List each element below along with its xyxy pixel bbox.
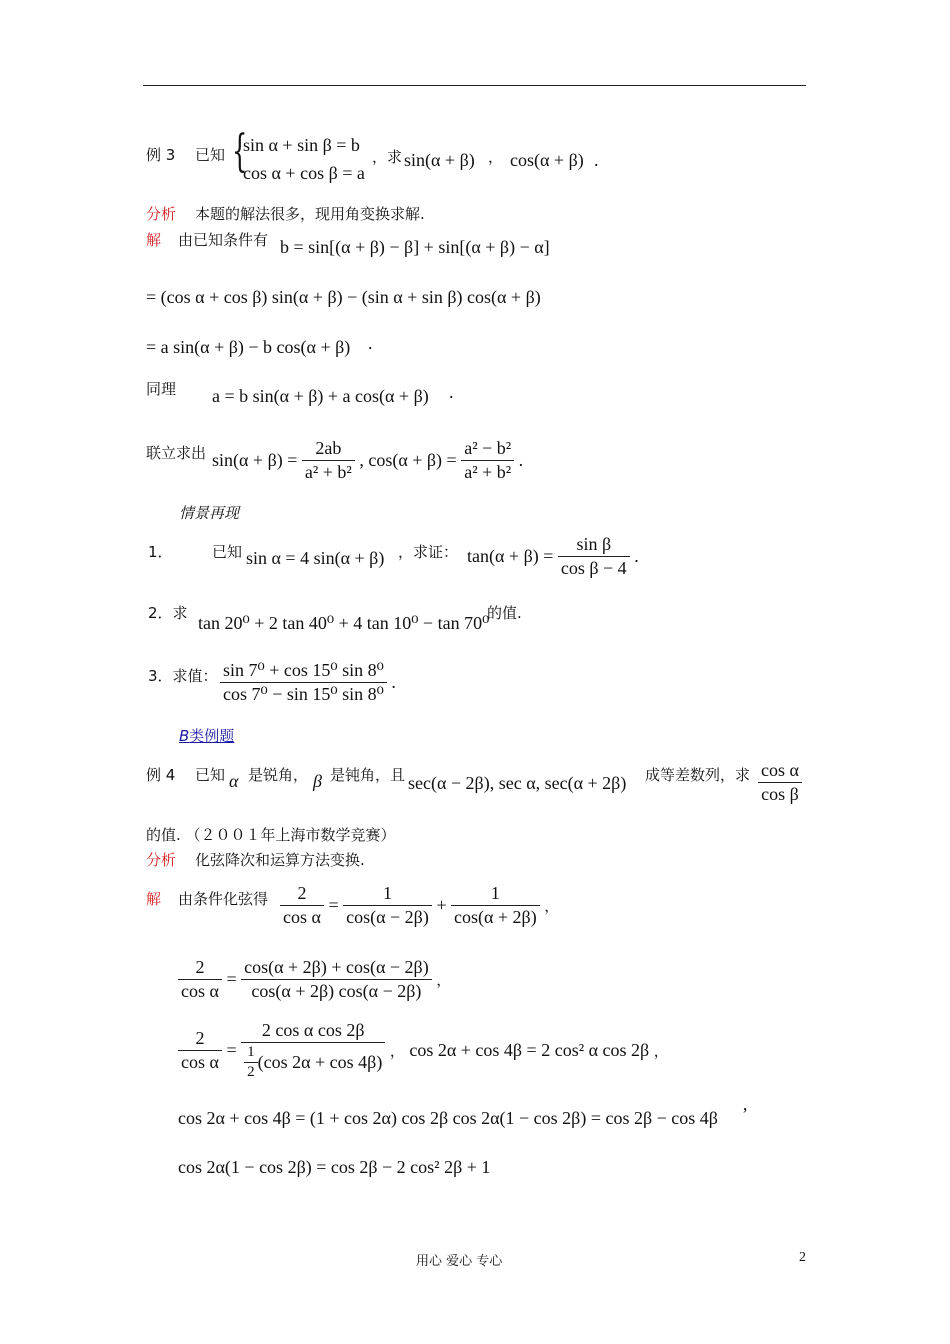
- example4-label: 例 4: [146, 766, 176, 784]
- result2-numerator: a² − b²: [464, 438, 512, 458]
- solution1-intro: 由已知条件有: [178, 231, 269, 249]
- equation1: [280, 883, 559, 928]
- eq1-frac2: [343, 883, 432, 928]
- eq1-end: ，: [544, 897, 560, 915]
- problem1-number: 1．: [148, 543, 173, 561]
- system-line1: sin α + sin β = b: [243, 135, 360, 155]
- eq3-half-num: 1: [247, 1044, 255, 1060]
- solution1-line3-end: .: [368, 333, 373, 353]
- result-end: .: [518, 450, 524, 470]
- problem1-given: 已知: [212, 543, 243, 561]
- example4-t2: 是钝角，且: [330, 766, 406, 784]
- problem3-denominator: cos 7⁰ − sin 15⁰ sin 8⁰: [220, 682, 387, 705]
- eq3-sep: ，: [389, 1042, 405, 1060]
- problem1-prove: ，求证：: [398, 543, 459, 561]
- example3-target2: cos(α + β): [510, 150, 584, 170]
- system-line2: cos α + cos β = a: [243, 163, 365, 183]
- equation4-end: ’: [742, 1104, 748, 1124]
- example3-ask: ，求: [372, 148, 403, 166]
- result1-numerator: 2ab: [315, 438, 342, 458]
- eq2-frac1-num: 2: [195, 957, 205, 977]
- problem1-identity: [467, 534, 639, 579]
- solution1-label: 解: [146, 231, 162, 249]
- eq1-frac1-den: cos α: [280, 905, 324, 928]
- eq2-frac1-den: cos α: [178, 979, 222, 1002]
- example3-label: 例 3: [146, 146, 176, 164]
- page-number: 2: [799, 1250, 806, 1265]
- analysis1-text: 本题的解法很多，现用角变换求解.: [195, 205, 425, 223]
- example4-sequence: sec(α − 2β), sec α, sec(α + 2β): [408, 773, 627, 793]
- eq1-frac2-num: 1: [382, 883, 392, 903]
- eq1-frac2-den: cos(α − 2β): [343, 905, 432, 928]
- example4-line2: 的值. （２００１年上海市数学竞赛）: [146, 826, 396, 844]
- problem1-numerator: sin β: [576, 534, 612, 554]
- problem1-end: .: [634, 546, 639, 566]
- analysis2-text: 化弦降次和运算方法变换.: [195, 851, 365, 869]
- solution1-line2: = (cos α + cos β) sin(α + β) − (sin α + sin β) cos(α + β): [146, 287, 541, 307]
- example4-fraction: [758, 760, 802, 805]
- footer-center: 用心 爱心 专心: [416, 1254, 503, 1269]
- eq3-rhs: cos 2α + cos 4β = 2 cos² α cos 2β: [409, 1040, 650, 1060]
- eq1-equals: =: [328, 895, 339, 915]
- eq3-den-rest: (cos 2α + cos 4β): [257, 1052, 383, 1072]
- problem3-numerator: sin 7⁰ + cos 15⁰ sin 8⁰: [223, 660, 384, 680]
- result1-lhs: sin(α + β) =: [212, 450, 298, 470]
- eq3-frac1-den: cos α: [178, 1050, 222, 1073]
- example3-given: 已知: [195, 146, 226, 164]
- analysis1-label: 分析: [146, 205, 177, 223]
- problem3-expr: [220, 660, 396, 705]
- b-examples-text: 类例题: [189, 727, 235, 745]
- result1-fraction: [302, 438, 355, 483]
- problem1-expr: sin α = 4 sin(α + β): [246, 548, 385, 568]
- problem3-label: 3．求值：: [148, 667, 218, 685]
- eq3-frac1: [178, 1028, 222, 1073]
- eq3-frac2-den: [241, 1042, 385, 1081]
- solution1-line4: a = b sin(α + β) + a cos(α + β): [212, 386, 429, 406]
- eq3-equals: =: [226, 1040, 237, 1060]
- problem3-fraction: [220, 660, 387, 705]
- example4-t3: 成等差数列，求: [645, 766, 751, 784]
- eq1-frac3-num: 1: [490, 883, 500, 903]
- result2-denominator: a² + b²: [461, 460, 514, 483]
- eq1-frac3: [451, 883, 540, 928]
- eq2-frac2-den: cos(α + 2β) cos(α − 2β): [241, 979, 432, 1002]
- eq1-plus: +: [436, 895, 447, 915]
- header-rule: [143, 85, 806, 86]
- eq3-frac2: [241, 1020, 385, 1081]
- problem1-fraction: [558, 534, 630, 579]
- problem2-expr: tan 20⁰ + 2 tan 40⁰ + 4 tan 10⁰ − tan 70⁰: [198, 613, 490, 633]
- eq3-half-den: 2: [244, 1062, 258, 1081]
- result2-lhs: , cos(α + β) =: [359, 450, 457, 470]
- eq3-end: ，: [653, 1042, 669, 1060]
- solution2-label: 解: [146, 890, 162, 908]
- example4-denominator: cos β: [758, 782, 802, 805]
- example4-quotient: [758, 760, 802, 805]
- result2-fraction: [461, 438, 514, 483]
- solution1-line3: = a sin(α + β) − b cos(α + β): [146, 337, 351, 357]
- problem3-end: .: [391, 672, 396, 692]
- example4-t1: 是锐角，: [248, 766, 309, 784]
- system-brace: {: [232, 126, 248, 177]
- problem2-end: 的值.: [487, 604, 522, 622]
- eq2-frac2: [241, 957, 432, 1002]
- eq2-frac2-num: cos(α + 2β) + cos(α − 2β): [244, 957, 429, 977]
- solve-label: 联立求出: [146, 444, 207, 462]
- b-examples-link[interactable]: [179, 725, 234, 746]
- eq1-frac3-den: cos(α + 2β): [451, 905, 540, 928]
- equation2: [178, 957, 451, 1002]
- eq2-equals: =: [226, 969, 237, 989]
- equation4: cos 2α + cos 4β = (1 + cos 2α) cos 2β cos 2α(1 − cos 2β) = cos 2β − cos 4β: [178, 1108, 718, 1128]
- eq2-end: ，: [436, 971, 452, 989]
- solution2-intro: 由条件化弦得: [178, 890, 269, 908]
- b-examples-letter: B: [179, 727, 190, 745]
- eq3-frac2-num: 2 cos α cos 2β: [261, 1020, 365, 1040]
- problem1-denominator: cos β − 4: [558, 556, 630, 579]
- solution1-line4-end: .: [449, 382, 454, 402]
- example4-numerator: cos α: [761, 760, 799, 780]
- example4-beta: β: [313, 771, 322, 791]
- eq2-frac1: [178, 957, 222, 1002]
- equation5: cos 2α(1 − cos 2β) = cos 2β − 2 cos² 2β + 1: [178, 1157, 491, 1177]
- example3-end: .: [594, 150, 599, 170]
- result-line: [212, 438, 523, 483]
- eq1-frac1-num: 2: [297, 883, 307, 903]
- equation3: [178, 1020, 669, 1081]
- same-label: 同理: [146, 380, 177, 398]
- eq1-frac1: [280, 883, 324, 928]
- problem1-lhs: tan(α + β) =: [467, 546, 554, 566]
- eq3-frac1-num: 2: [195, 1028, 205, 1048]
- example4-given: 已知: [195, 766, 226, 784]
- result1-denominator: a² + b²: [302, 460, 355, 483]
- problem2-number: 2．求: [148, 604, 188, 622]
- eq3-half: [244, 1044, 258, 1081]
- analysis2-label: 分析: [146, 851, 177, 869]
- solution1-line1: b = sin[(α + β) − β] + sin[(α + β) − α]: [280, 237, 550, 257]
- example4-alpha: α: [229, 771, 239, 791]
- example3-target1: sin(α + β): [404, 150, 475, 170]
- example3-sep: ，: [488, 148, 504, 166]
- scenario-title: 情景再现: [179, 504, 240, 522]
